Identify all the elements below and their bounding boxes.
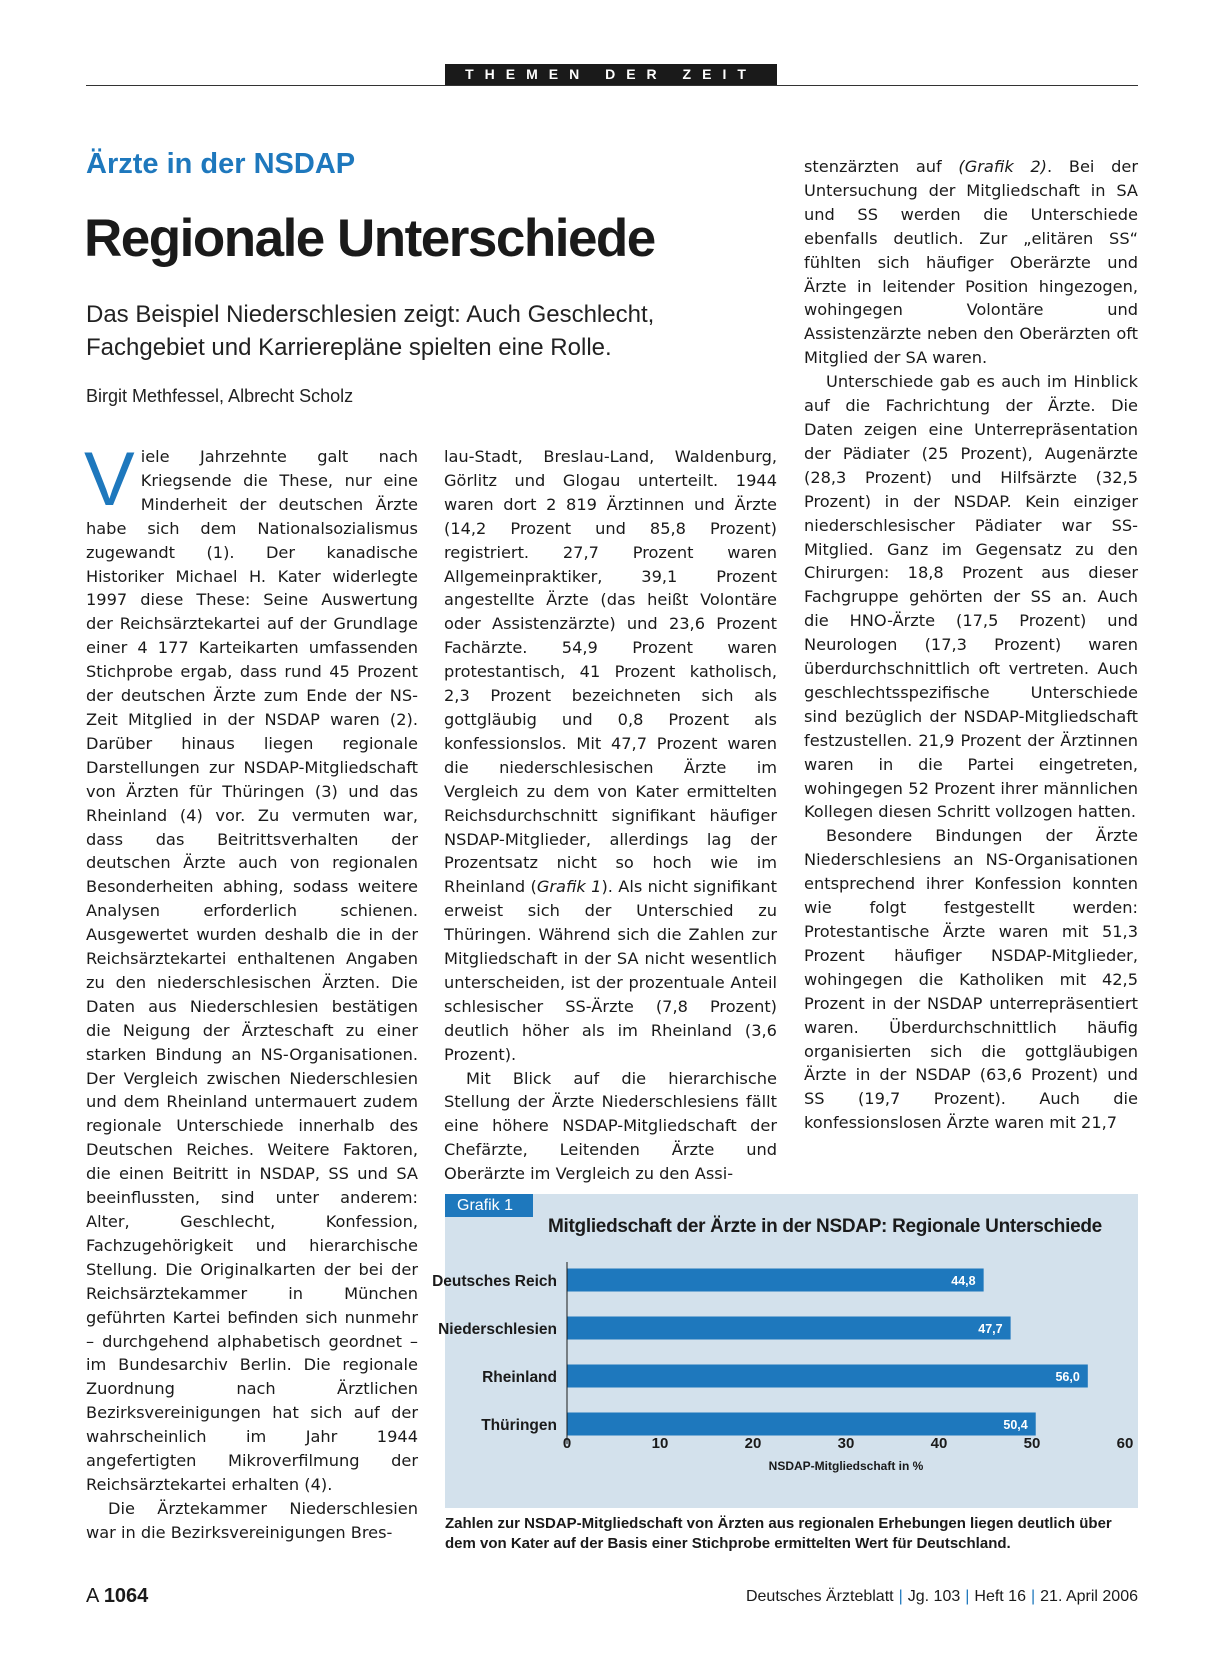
- text-column-3: [804, 155, 1138, 1135]
- section-header: THEMEN DER ZEIT: [445, 64, 777, 85]
- figure-caption: Zahlen zur NSDAP-Mitgliedschaft von Ärzten aus regionalen Erhebungen liegen deutlich über dem von Kater auf der Basis einer Stichprobe ermittelten Wert für Deutschland.: [445, 1515, 1112, 1552]
- bar-chart: [432, 1194, 1138, 1508]
- paragraph: lau-Stadt, Breslau-Land, Waldenburg, Görlitz und Glogau unterteilt. 1944 waren dort 2 819 Ärztinnen und Ärzte (14,2 Prozent und 85,8 Prozent) registriert. 27,7 Prozent waren Allgemeinpraktiker, 39,1 Prozent angestellte Ärzte (das heißt Volontäre oder Assistenzärzte) und 23,6 Prozent Fachärzte. 54,9 Prozent waren protestantisch, 41 Prozent katholisch, 2,3 Prozent bezeichneten sich als gottgläubig und 0,8 Prozent als konfessionslos. Mit 47,7 Prozent waren die niederschlesischen Ärzte im Vergleich zu dem von Kater ermittelten Reichsdurchschnitt signifikant häufiger NSDAP-Mitglieder, allerdings lag der Prozentsatz nicht so hoch wie im Rheinland (Grafik 1). Als nicht signifikant erweist sich der Unterschied zu Thüringen. Während sich die Zahlen zur Mitgliedschaft in der SA nicht wesentlich unterscheiden, ist der prozentuale Anteil schlesischer SS-Ärzte (7,8 Prozent) deutlich höher als im Rheinland (3,6 Prozent).: [444, 447, 777, 1064]
- drop-cap: V: [84, 437, 135, 522]
- article-subtitle: Das Beispiel Niederschlesien zeigt: Auch Geschlecht, Fachgebiet und Karrierepläne spielten eine Rolle.: [86, 301, 655, 361]
- figure-reference: Grafik 1: [536, 877, 602, 897]
- category-label: Rheinland: [482, 1369, 557, 1386]
- bar: [567, 1365, 1088, 1388]
- paragraph: Viele Jahrzehnte galt nach Kriegsende die These, nur eine Minderheit der deutschen Ärzte habe sich dem Nationalsozialismus zugewandt (1). Der kanadische Historiker Michael H. Kater widerlegte 1997 diese These: Seine Auswertung der Reichsärztekartei auf der Grundlage einer 4 177 Karteikarten umfassenden Stichprobe ergab, dass rund 45 Prozent der deutschen Ärzte zum Ende der NS-Zeit Mitglied in der NSDAP waren (2). Darüber hinaus liegen regionale Darstellungen zur NSDAP-Mitgliedschaft von Ärzten für Thüringen (3) und das Rheinland (4) vor. Zu vermuten war, dass das Beitrittsverhalten der deutschen Ärzte auch von regionalen Besonderheiten abhing, sodass weitere Analysen erforderlich schienen. Ausgewertet wurden deshalb die in der Reichsärztekartei enthaltenen Angaben zu den niederschlesischen Ärzten. Die Daten aus Niederschlesien bestätigen die Neigung der Ärzteschaft zu einer starken Bindung an NS-Organisationen. Der Vergleich zwischen Niederschlesien und dem Rheinland untermauert zudem regionale Unterschiede innerhalb des Deutschen Reiches. Weitere Faktoren, die einen Beitritt in NSDAP, SS und SA beeinflussten, sind unter anderem: Alter, Geschlecht, Konfession, Fachzugehörigkeit und hierarchische Stellung. Die Originalkarten der bei der Reichsärztekammer in München geführten Kartei befinden sich nunmehr – durchgehend alphabetisch geordnet – im Bundesarchiv Berlin. Die regionale Zuordnung nach Ärztlichen Bezirksvereinigungen hat sich auf der wahrscheinlich im Jahr 1944 angefertigten Mikroverfilmung der Reichsärztekartei erhalten (4).: [84, 437, 418, 1494]
- x-tick-label: 30: [837, 1435, 855, 1452]
- paragraph: Unterschiede gab es auch im Hinblick auf die Fachrichtung der Ärzte. Die Daten zeigen eine Unterrepräsentation der Pädiater (25 Prozent), Augenärzte (28,3 Prozent) und Hilfsärzte (32,5 Prozent) in der NSDAP. Kein einziger niederschlesischer Pädiater war SS-Mitglied. Ganz im Gegensatz zu den Chirurgen: 18,8 Prozent aus dieser Fachgruppe gehörten der SS an. Auch die HNO-Ärzte (17,5 Prozent) und Neurologen (17,3 Prozent) waren überdurchschnittlich oft vertreten. Auch geschlechtsspezifische Unterschiede sind bezüglich der NSDAP-Mitgliedschaft festzustellen. 21,9 Prozent der Ärztinnen waren in die Partei eingetreten, wohingegen 52 Prozent ihrer männlichen Kollegen diesen Schritt vollzogen hatten.: [804, 372, 1138, 822]
- x-tick-label: 60: [1116, 1435, 1134, 1452]
- x-tick-label: 10: [651, 1435, 669, 1452]
- category-label: Deutsches Reich: [432, 1273, 557, 1290]
- article-title: Regionale Unterschiede: [84, 209, 655, 268]
- bar: [567, 1413, 1036, 1436]
- page-number: A 1064: [86, 1585, 149, 1607]
- bar: [567, 1269, 984, 1292]
- journal-footer: Deutsches Ärzteblatt | Jg. 103 | Heft 16 | 21. April 2006: [745, 1588, 1138, 1605]
- paragraph: stenzärzten auf (Grafik 2). Bei der Untersuchung der Mitgliedschaft in SA und SS werden die Unterschiede ebenfalls deutlich. Zur „elitären SS“ fühlten sich häufiger Oberärzte und Ärzte in leitender Position hingezogen, wohingegen Volontäre und Assistenzärzte neben den Oberärzten oft Mitglied der SA waren.: [804, 157, 1138, 368]
- article-kicker: Ärzte in der NSDAP: [86, 148, 356, 180]
- category-label: Thüringen: [481, 1417, 557, 1434]
- paragraph: Mit Blick auf die hierarchische Stellung der Ärzte Niederschlesiens fällt eine höhere NSDAP-Mitgliedschaft der Chefärzte, Leitenden Ärzte und Oberärzte im Vergleich zu den Assi-: [444, 1068, 777, 1184]
- chart-title: Mitgliedschaft der Ärzte in der NSDAP: Regionale Unterschiede: [548, 1216, 1102, 1237]
- journal-date: 21. April 2006: [1040, 1588, 1138, 1605]
- journal-volume: Jg. 103: [907, 1588, 961, 1605]
- journal-name: Deutsches Ärzteblatt: [745, 1588, 894, 1605]
- paragraph: Besondere Bindungen der Ärzte Niederschlesiens an NS-Organisationen entsprechend ihrer Konfession konnten wie folgt festgestellt werden: Protestantische Ärzte waren mit 51,3 Prozent häufiger NSDAP-Mitglieder, wohingegen die Katholiken mit 42,5 Prozent in der NSDAP unterrepräsentiert waren. Überdurchschnittlich häufig organisierten sich die gottgläubigen Ärzte in der NSDAP (63,6 Prozent) und SS (19,7 Prozent). Auch die konfessionslosen Ärzte waren mit 21,7: [804, 826, 1138, 1133]
- text-column-2: [444, 445, 777, 1186]
- data-label: 50,4: [1003, 1418, 1028, 1432]
- article-authors: Birgit Methfessel, Albrecht Scholz: [86, 386, 354, 406]
- x-tick-label: 0: [562, 1435, 572, 1452]
- x-tick-label: 20: [744, 1435, 762, 1452]
- x-axis-label: NSDAP-Mitgliedschaft in %: [768, 1459, 924, 1473]
- category-label: Niederschlesien: [438, 1321, 557, 1338]
- journal-issue: Heft 16: [974, 1588, 1026, 1605]
- x-tick-label: 50: [1023, 1435, 1041, 1452]
- paragraph: Die Ärztekammer Niederschlesien war in die Bezirksvereinigungen Bres-: [86, 1498, 418, 1542]
- header-rule: [86, 85, 1138, 86]
- text-column-1: [84, 437, 418, 1545]
- data-label: 47,7: [978, 1322, 1003, 1336]
- figure-reference: (Grafik 2): [958, 157, 1047, 176]
- x-tick-label: 40: [930, 1435, 948, 1452]
- data-label: 44,8: [951, 1274, 976, 1288]
- bar: [567, 1317, 1011, 1340]
- figure-tag: Grafik 1: [445, 1194, 533, 1217]
- data-label: 56,0: [1055, 1370, 1080, 1384]
